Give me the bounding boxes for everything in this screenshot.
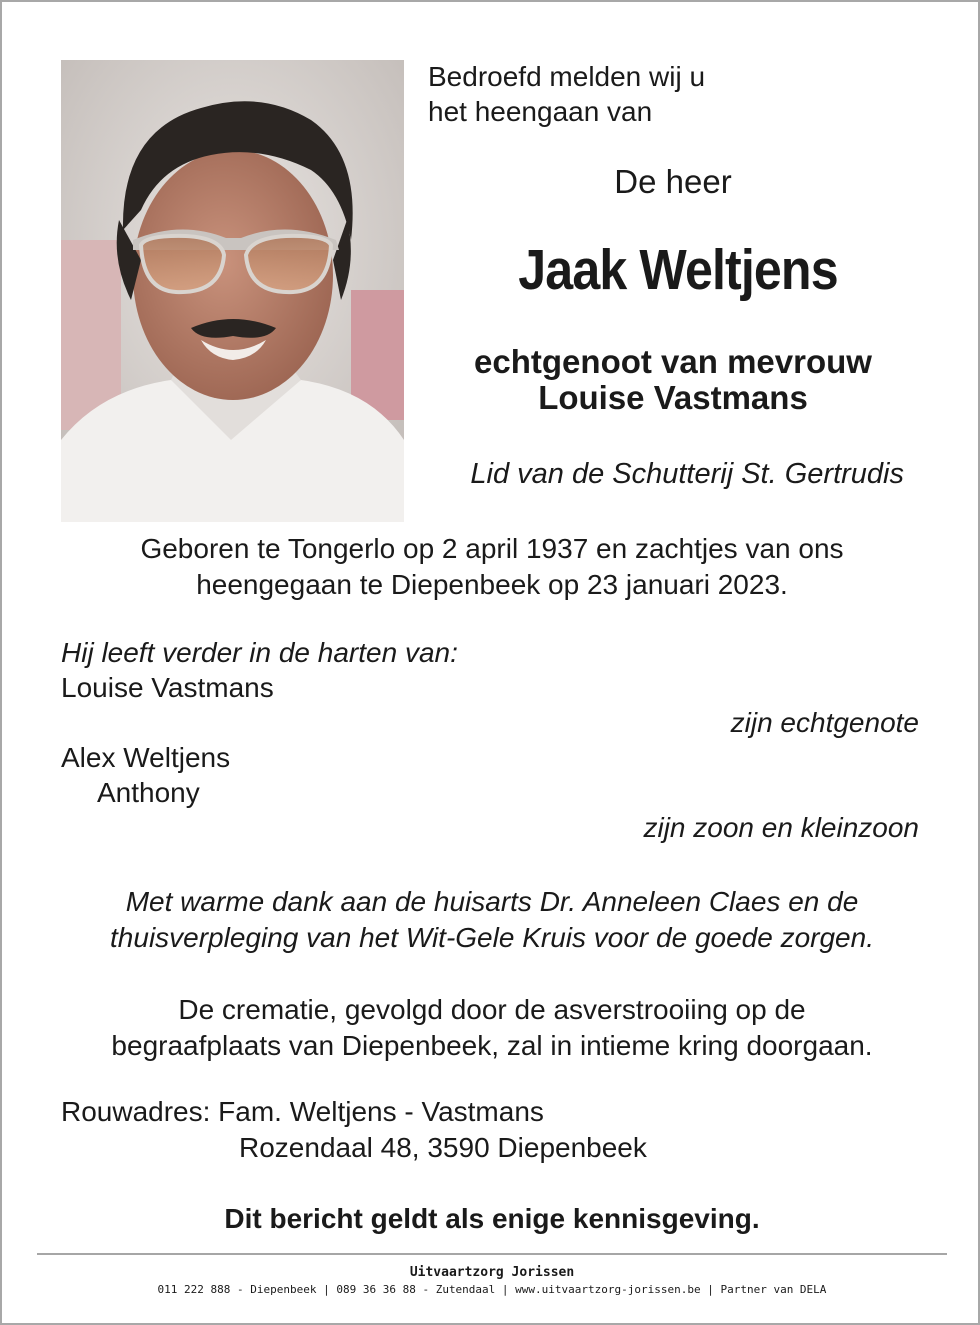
membership-text: Lid van de Schutterij St. Gertrudis — [470, 458, 904, 490]
intro-text — [428, 59, 705, 129]
family-member: Anthony — [97, 777, 200, 808]
deceased-title: De heer — [614, 163, 732, 200]
funeral-company-name: Uitvaartzorg Jorissen — [409, 1265, 575, 1280]
mourning-address-line-2: Rozendaal 48, 3590 Diepenbeek — [239, 1132, 647, 1163]
spouse-line-2: Louise Vastmans — [538, 379, 808, 416]
family-member: Alex Weltjens — [61, 742, 231, 773]
mourning-address-line-1: Rouwadres: Fam. Weltjens - Vastmans — [61, 1096, 544, 1127]
family-member: Louise Vastmans — [61, 672, 274, 703]
funeral-company-contact: 011 222 888 - Diepenbeek | 089 36 36 88 - Zutendaal | www.uitvaartzorg-jorissen.be | Partner van DELA — [157, 1283, 827, 1296]
intro-line-2: het heengaan van — [428, 96, 653, 127]
thanks-line-1: Met warme dank aan de huisarts Dr. Anneleen Claes en de — [125, 886, 859, 917]
thanks-line-2: thuisverpleging van het Wit-Gele Kruis voor de goede zorgen. — [110, 922, 874, 953]
family-relation: zijn zoon en kleinzoon — [643, 812, 919, 843]
born-line-2: heengegaan te Diepenbeek op 23 januari 2023. — [196, 569, 788, 600]
footer-divider — [37, 1253, 947, 1255]
family-relation: zijn echtgenote — [730, 707, 919, 738]
intro-line-1: Bedroefd melden wij u — [428, 61, 706, 92]
family-heading: Hij leeft verder in de harten van: — [61, 637, 458, 668]
ceremony-line-2: begraafplaats van Diepenbeek, zal in intieme kring doorgaan. — [111, 1030, 873, 1061]
born-line-1: Geboren te Tongerlo op 2 april 1937 en zachtjes van ons — [140, 533, 844, 564]
portrait-photo — [61, 60, 404, 522]
ceremony-line-1: De crematie, gevolgd door de asverstrooiing op de — [178, 994, 806, 1025]
sole-notice-text: Dit bericht geldt als enige kennisgeving. — [224, 1203, 760, 1234]
thanks-text — [2, 884, 980, 956]
birth-death-text — [2, 531, 980, 603]
ceremony-text — [2, 992, 980, 1064]
spouse-block — [428, 344, 918, 416]
spouse-line-1: echtgenoot van mevrouw — [474, 343, 872, 380]
deceased-name: Jaak Weltjens — [518, 238, 838, 302]
